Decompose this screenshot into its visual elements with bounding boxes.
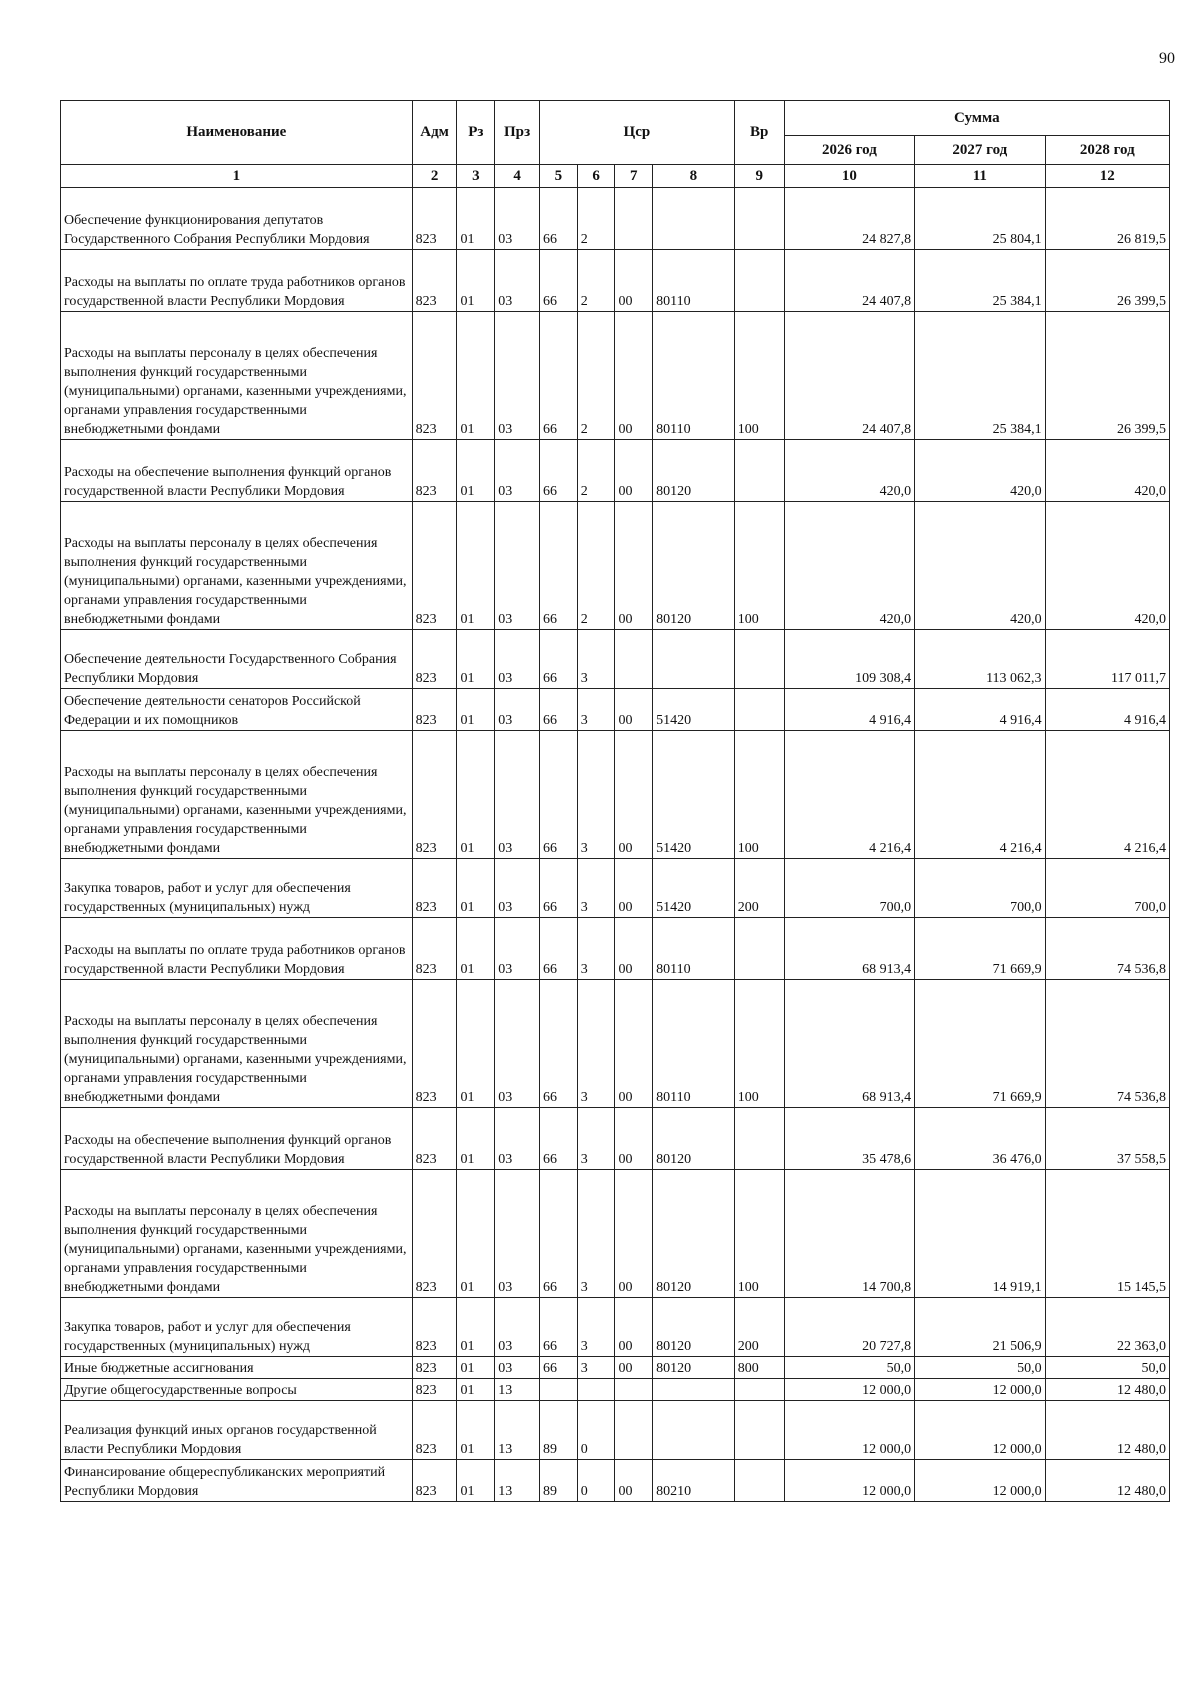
table-cell-2027: 21 506,9 bbox=[915, 1298, 1045, 1357]
table-cell-vr bbox=[734, 440, 784, 502]
table-cell-prz: 03 bbox=[495, 859, 540, 918]
table-cell-2026: 4 916,4 bbox=[784, 689, 914, 731]
table-cell-csr-group: 00 bbox=[615, 440, 653, 502]
table-cell-csr-program: 66 bbox=[540, 440, 578, 502]
table-row bbox=[61, 980, 1170, 1108]
table-cell-name: Расходы на выплаты персоналу в целях обеспечения выполнения функций государственными (муниципальными) органами, казенными учреждениями, органами управления государственными внебюджетными фондами bbox=[61, 312, 413, 440]
table-cell-csr-subprogram: 3 bbox=[577, 859, 615, 918]
table-cell-adm: 823 bbox=[412, 731, 457, 859]
table-cell-2026: 24 407,8 bbox=[784, 250, 914, 312]
table-cell-csr-subprogram: 2 bbox=[577, 440, 615, 502]
table-cell-2027: 14 919,1 bbox=[915, 1170, 1045, 1298]
table-cell-rz: 01 bbox=[457, 1379, 495, 1401]
column-number: 3 bbox=[457, 165, 495, 188]
table-cell-adm: 823 bbox=[412, 1379, 457, 1401]
page-number: 90 bbox=[1159, 50, 1175, 67]
table-cell-name: Расходы на выплаты по оплате труда работников органов государственной власти Республики Мордовия bbox=[61, 250, 413, 312]
table-cell-csr-group: 00 bbox=[615, 731, 653, 859]
table-cell-csr-direction: 80120 bbox=[653, 502, 735, 630]
table-cell-name: Расходы на выплаты персоналу в целях обеспечения выполнения функций государственными (муниципальными) органами, казенными учреждениями, органами управления государственными внебюджетными фондами bbox=[61, 980, 413, 1108]
table-cell-csr-group: 00 bbox=[615, 1460, 653, 1502]
table-cell-csr-program: 66 bbox=[540, 630, 578, 689]
table-cell-2027: 71 669,9 bbox=[915, 918, 1045, 980]
table-cell-adm: 823 bbox=[412, 1460, 457, 1502]
table-cell-prz: 03 bbox=[495, 630, 540, 689]
table-cell-rz: 01 bbox=[457, 312, 495, 440]
table-cell-rz: 01 bbox=[457, 188, 495, 250]
column-number: 9 bbox=[734, 165, 784, 188]
table-cell-2026: 109 308,4 bbox=[784, 630, 914, 689]
header-year-2026: 2026 год bbox=[784, 136, 914, 165]
table-cell-prz: 03 bbox=[495, 918, 540, 980]
table-cell-adm: 823 bbox=[412, 689, 457, 731]
table-cell-csr-direction: 80120 bbox=[653, 440, 735, 502]
table-cell-csr-group bbox=[615, 1379, 653, 1401]
table-cell-csr-direction bbox=[653, 1401, 735, 1460]
table-cell-csr-program: 66 bbox=[540, 312, 578, 440]
table-cell-2027: 71 669,9 bbox=[915, 980, 1045, 1108]
table-cell-csr-group: 00 bbox=[615, 918, 653, 980]
table-cell-csr-group: 00 bbox=[615, 312, 653, 440]
table-cell-csr-direction: 80120 bbox=[653, 1170, 735, 1298]
table-cell-rz: 01 bbox=[457, 731, 495, 859]
table-cell-adm: 823 bbox=[412, 918, 457, 980]
table-body bbox=[61, 188, 1170, 1502]
table-cell-adm: 823 bbox=[412, 502, 457, 630]
table-cell-2026: 420,0 bbox=[784, 502, 914, 630]
table-cell-2027: 12 000,0 bbox=[915, 1460, 1045, 1502]
table-cell-2028: 117 011,7 bbox=[1045, 630, 1169, 689]
table-cell-2027: 25 804,1 bbox=[915, 188, 1045, 250]
table-cell-2026: 12 000,0 bbox=[784, 1401, 914, 1460]
table-cell-prz: 03 bbox=[495, 1108, 540, 1170]
table-cell-2028: 26 399,5 bbox=[1045, 250, 1169, 312]
table-cell-adm: 823 bbox=[412, 1170, 457, 1298]
table-cell-2027: 420,0 bbox=[915, 502, 1045, 630]
table-cell-prz: 03 bbox=[495, 689, 540, 731]
table-cell-2026: 420,0 bbox=[784, 440, 914, 502]
table-row bbox=[61, 1401, 1170, 1460]
table-cell-2026: 700,0 bbox=[784, 859, 914, 918]
table-cell-name: Обеспечение деятельности Государственного Собрания Республики Мордовия bbox=[61, 630, 413, 689]
table-cell-adm: 823 bbox=[412, 1357, 457, 1379]
table-row bbox=[61, 1108, 1170, 1170]
table-cell-2026: 68 913,4 bbox=[784, 918, 914, 980]
table-cell-vr: 800 bbox=[734, 1357, 784, 1379]
table-cell-vr bbox=[734, 188, 784, 250]
table-cell-rz: 01 bbox=[457, 918, 495, 980]
header-name: Наименование bbox=[61, 101, 413, 165]
table-cell-csr-direction: 80110 bbox=[653, 918, 735, 980]
header-adm: Адм bbox=[412, 101, 457, 165]
table-cell-csr-program: 66 bbox=[540, 1170, 578, 1298]
table-cell-csr-direction: 80120 bbox=[653, 1357, 735, 1379]
table-cell-csr-direction: 80110 bbox=[653, 250, 735, 312]
table-cell-2026: 24 407,8 bbox=[784, 312, 914, 440]
column-number: 7 bbox=[615, 165, 653, 188]
table-cell-2028: 420,0 bbox=[1045, 502, 1169, 630]
table-cell-csr-subprogram: 2 bbox=[577, 312, 615, 440]
table-cell-prz: 03 bbox=[495, 731, 540, 859]
table-cell-adm: 823 bbox=[412, 312, 457, 440]
table-cell-adm: 823 bbox=[412, 1401, 457, 1460]
table-cell-2028: 700,0 bbox=[1045, 859, 1169, 918]
table-row bbox=[61, 1379, 1170, 1401]
table-cell-2027: 4 916,4 bbox=[915, 689, 1045, 731]
table-cell-csr-subprogram: 3 bbox=[577, 1170, 615, 1298]
table-cell-2026: 24 827,8 bbox=[784, 188, 914, 250]
table-cell-adm: 823 bbox=[412, 859, 457, 918]
table-cell-csr-subprogram: 2 bbox=[577, 502, 615, 630]
header-year-2027: 2027 год bbox=[915, 136, 1045, 165]
table-cell-csr-subprogram: 3 bbox=[577, 689, 615, 731]
table-cell-csr-direction bbox=[653, 630, 735, 689]
table-cell-vr bbox=[734, 1379, 784, 1401]
table-cell-csr-direction: 80120 bbox=[653, 1108, 735, 1170]
table-cell-rz: 01 bbox=[457, 1357, 495, 1379]
table-header bbox=[61, 101, 1170, 188]
column-number: 11 bbox=[915, 165, 1045, 188]
table-cell-vr bbox=[734, 250, 784, 312]
table-cell-csr-direction: 80110 bbox=[653, 980, 735, 1108]
column-number: 1 bbox=[61, 165, 413, 188]
table-cell-2027: 12 000,0 bbox=[915, 1379, 1045, 1401]
table-cell-rz: 01 bbox=[457, 1170, 495, 1298]
table-cell-rz: 01 bbox=[457, 440, 495, 502]
table-cell-csr-group: 00 bbox=[615, 250, 653, 312]
table-cell-prz: 03 bbox=[495, 980, 540, 1108]
table-cell-csr-direction bbox=[653, 1379, 735, 1401]
table-cell-vr bbox=[734, 1401, 784, 1460]
table-cell-vr: 100 bbox=[734, 731, 784, 859]
table-cell-vr: 100 bbox=[734, 1170, 784, 1298]
table-cell-csr-direction: 51420 bbox=[653, 689, 735, 731]
table-cell-csr-group: 00 bbox=[615, 502, 653, 630]
table-cell-csr-program: 66 bbox=[540, 918, 578, 980]
table-cell-name: Расходы на обеспечение выполнения функций органов государственной власти Республики Мордовия bbox=[61, 440, 413, 502]
table-cell-csr-subprogram: 3 bbox=[577, 980, 615, 1108]
table-cell-2026: 50,0 bbox=[784, 1357, 914, 1379]
table-cell-csr-program bbox=[540, 1379, 578, 1401]
table-row bbox=[61, 1357, 1170, 1379]
table-cell-adm: 823 bbox=[412, 250, 457, 312]
table-row bbox=[61, 630, 1170, 689]
table-cell-name: Расходы на выплаты персоналу в целях обеспечения выполнения функций государственными (муниципальными) органами, казенными учреждениями, органами управления государственными внебюджетными фондами bbox=[61, 731, 413, 859]
table-cell-csr-direction: 51420 bbox=[653, 731, 735, 859]
table-cell-csr-program: 66 bbox=[540, 859, 578, 918]
table-cell-2026: 35 478,6 bbox=[784, 1108, 914, 1170]
table-cell-2028: 15 145,5 bbox=[1045, 1170, 1169, 1298]
column-number: 4 bbox=[495, 165, 540, 188]
table-cell-vr bbox=[734, 630, 784, 689]
table-cell-rz: 01 bbox=[457, 859, 495, 918]
table-cell-2028: 50,0 bbox=[1045, 1357, 1169, 1379]
table-cell-2027: 420,0 bbox=[915, 440, 1045, 502]
table-cell-2027: 700,0 bbox=[915, 859, 1045, 918]
table-cell-prz: 03 bbox=[495, 1170, 540, 1298]
table-cell-prz: 03 bbox=[495, 1298, 540, 1357]
table-cell-rz: 01 bbox=[457, 1401, 495, 1460]
table-cell-name: Другие общегосударственные вопросы bbox=[61, 1379, 413, 1401]
table-cell-adm: 823 bbox=[412, 440, 457, 502]
table-cell-csr-subprogram: 3 bbox=[577, 1298, 615, 1357]
table-cell-csr-group: 00 bbox=[615, 1298, 653, 1357]
table-cell-name: Расходы на обеспечение выполнения функций органов государственной власти Республики Мордовия bbox=[61, 1108, 413, 1170]
table-cell-2028: 74 536,8 bbox=[1045, 980, 1169, 1108]
table-cell-csr-group: 00 bbox=[615, 859, 653, 918]
header-csr: Цср bbox=[540, 101, 735, 165]
table-row bbox=[61, 250, 1170, 312]
table-cell-2027: 50,0 bbox=[915, 1357, 1045, 1379]
table-cell-name: Расходы на выплаты персоналу в целях обеспечения выполнения функций государственными (муниципальными) органами, казенными учреждениями, органами управления государственными внебюджетными фондами bbox=[61, 1170, 413, 1298]
table-cell-csr-subprogram: 2 bbox=[577, 188, 615, 250]
table-cell-csr-direction: 80110 bbox=[653, 312, 735, 440]
header-year-2028: 2028 год bbox=[1045, 136, 1169, 165]
table-cell-csr-group: 00 bbox=[615, 689, 653, 731]
table-cell-vr: 200 bbox=[734, 859, 784, 918]
column-number: 2 bbox=[412, 165, 457, 188]
table-cell-csr-program: 66 bbox=[540, 188, 578, 250]
table-cell-csr-program: 66 bbox=[540, 502, 578, 630]
table-cell-csr-group bbox=[615, 1401, 653, 1460]
table-cell-csr-direction bbox=[653, 188, 735, 250]
table-cell-vr bbox=[734, 1108, 784, 1170]
table-cell-csr-subprogram: 3 bbox=[577, 1108, 615, 1170]
table-cell-rz: 01 bbox=[457, 689, 495, 731]
table-cell-vr bbox=[734, 1460, 784, 1502]
table-cell-csr-subprogram: 0 bbox=[577, 1460, 615, 1502]
table-cell-csr-program: 66 bbox=[540, 689, 578, 731]
table-cell-prz: 13 bbox=[495, 1460, 540, 1502]
column-number: 6 bbox=[577, 165, 615, 188]
table-cell-vr: 200 bbox=[734, 1298, 784, 1357]
table-cell-2027: 25 384,1 bbox=[915, 312, 1045, 440]
table-cell-csr-subprogram: 0 bbox=[577, 1401, 615, 1460]
table-cell-csr-program: 89 bbox=[540, 1401, 578, 1460]
table-cell-csr-group: 00 bbox=[615, 1170, 653, 1298]
table-cell-2027: 113 062,3 bbox=[915, 630, 1045, 689]
table-cell-vr bbox=[734, 918, 784, 980]
table-cell-rz: 01 bbox=[457, 502, 495, 630]
table-cell-2026: 20 727,8 bbox=[784, 1298, 914, 1357]
table-cell-name: Обеспечение деятельности сенаторов Российской Федерации и их помощников bbox=[61, 689, 413, 731]
table-cell-vr: 100 bbox=[734, 502, 784, 630]
table-cell-2028: 74 536,8 bbox=[1045, 918, 1169, 980]
table-cell-2026: 12 000,0 bbox=[784, 1460, 914, 1502]
table-cell-prz: 03 bbox=[495, 502, 540, 630]
table-cell-2027: 4 216,4 bbox=[915, 731, 1045, 859]
table-cell-name: Закупка товаров, работ и услуг для обеспечения государственных (муниципальных) нужд bbox=[61, 1298, 413, 1357]
header-prz: Прз bbox=[495, 101, 540, 165]
table-cell-csr-group bbox=[615, 188, 653, 250]
table-cell-2028: 4 916,4 bbox=[1045, 689, 1169, 731]
table-cell-csr-group: 00 bbox=[615, 1108, 653, 1170]
table-cell-csr-direction: 80120 bbox=[653, 1298, 735, 1357]
table-cell-csr-subprogram: 3 bbox=[577, 630, 615, 689]
table-cell-rz: 01 bbox=[457, 250, 495, 312]
table-cell-rz: 01 bbox=[457, 1460, 495, 1502]
table-cell-2027: 12 000,0 bbox=[915, 1401, 1045, 1460]
table-cell-csr-program: 89 bbox=[540, 1460, 578, 1502]
table-cell-prz: 13 bbox=[495, 1401, 540, 1460]
table-cell-csr-subprogram: 3 bbox=[577, 1357, 615, 1379]
table-cell-2028: 37 558,5 bbox=[1045, 1108, 1169, 1170]
table-cell-2027: 25 384,1 bbox=[915, 250, 1045, 312]
table-cell-2027: 36 476,0 bbox=[915, 1108, 1045, 1170]
table-cell-adm: 823 bbox=[412, 1298, 457, 1357]
table-cell-adm: 823 bbox=[412, 1108, 457, 1170]
column-number: 10 bbox=[784, 165, 914, 188]
table-cell-csr-subprogram bbox=[577, 1379, 615, 1401]
table-cell-csr-group: 00 bbox=[615, 1357, 653, 1379]
table-cell-name: Реализация функций иных органов государственной власти Республики Мордовия bbox=[61, 1401, 413, 1460]
table-cell-prz: 03 bbox=[495, 440, 540, 502]
table-cell-2028: 12 480,0 bbox=[1045, 1401, 1169, 1460]
table-cell-prz: 03 bbox=[495, 250, 540, 312]
table-row bbox=[61, 1460, 1170, 1502]
table-row bbox=[61, 689, 1170, 731]
table-cell-prz: 03 bbox=[495, 1357, 540, 1379]
table-cell-2028: 4 216,4 bbox=[1045, 731, 1169, 859]
table-cell-csr-group: 00 bbox=[615, 980, 653, 1108]
table-cell-rz: 01 bbox=[457, 1298, 495, 1357]
table-cell-csr-program: 66 bbox=[540, 980, 578, 1108]
table-cell-2026: 12 000,0 bbox=[784, 1379, 914, 1401]
table-cell-2026: 68 913,4 bbox=[784, 980, 914, 1108]
table-cell-2028: 22 363,0 bbox=[1045, 1298, 1169, 1357]
table-cell-2028: 420,0 bbox=[1045, 440, 1169, 502]
table-cell-csr-subprogram: 3 bbox=[577, 918, 615, 980]
table-cell-2026: 4 216,4 bbox=[784, 731, 914, 859]
table-row bbox=[61, 312, 1170, 440]
table-cell-2028: 12 480,0 bbox=[1045, 1460, 1169, 1502]
header-rz: Рз bbox=[457, 101, 495, 165]
column-number-row bbox=[61, 165, 1170, 188]
table-cell-adm: 823 bbox=[412, 980, 457, 1108]
table-row bbox=[61, 440, 1170, 502]
table-cell-name: Расходы на выплаты персоналу в целях обеспечения выполнения функций государственными (муниципальными) органами, казенными учреждениями, органами управления государственными внебюджетными фондами bbox=[61, 502, 413, 630]
table-cell-2028: 12 480,0 bbox=[1045, 1379, 1169, 1401]
table-cell-adm: 823 bbox=[412, 188, 457, 250]
table-cell-prz: 13 bbox=[495, 1379, 540, 1401]
table-cell-csr-program: 66 bbox=[540, 1357, 578, 1379]
table-cell-csr-group bbox=[615, 630, 653, 689]
table-cell-csr-subprogram: 3 bbox=[577, 731, 615, 859]
table-cell-name: Закупка товаров, работ и услуг для обеспечения государственных (муниципальных) нужд bbox=[61, 859, 413, 918]
table-cell-csr-direction: 51420 bbox=[653, 859, 735, 918]
table-cell-rz: 01 bbox=[457, 980, 495, 1108]
table-cell-csr-program: 66 bbox=[540, 1108, 578, 1170]
table-row bbox=[61, 1298, 1170, 1357]
table-cell-vr: 100 bbox=[734, 980, 784, 1108]
table-cell-name: Иные бюджетные ассигнования bbox=[61, 1357, 413, 1379]
table-cell-name: Финансирование общереспубликанских мероприятий Республики Мордовия bbox=[61, 1460, 413, 1502]
table-cell-name: Обеспечение функционирования депутатов Государственного Собрания Республики Мордовия bbox=[61, 188, 413, 250]
table-row bbox=[61, 731, 1170, 859]
table-cell-name: Расходы на выплаты по оплате труда работников органов государственной власти Республики Мордовия bbox=[61, 918, 413, 980]
header-sum: Сумма bbox=[784, 101, 1169, 136]
table-cell-rz: 01 bbox=[457, 1108, 495, 1170]
table-cell-prz: 03 bbox=[495, 312, 540, 440]
table-cell-csr-program: 66 bbox=[540, 731, 578, 859]
table-row bbox=[61, 502, 1170, 630]
table-row bbox=[61, 859, 1170, 918]
table-cell-2028: 26 399,5 bbox=[1045, 312, 1169, 440]
table-cell-vr bbox=[734, 689, 784, 731]
table-row bbox=[61, 188, 1170, 250]
header-vr: Вр bbox=[734, 101, 784, 165]
column-number: 12 bbox=[1045, 165, 1169, 188]
table-cell-2026: 14 700,8 bbox=[784, 1170, 914, 1298]
column-number: 8 bbox=[653, 165, 735, 188]
table-row bbox=[61, 1170, 1170, 1298]
table-cell-csr-program: 66 bbox=[540, 250, 578, 312]
table-row bbox=[61, 918, 1170, 980]
table-cell-csr-subprogram: 2 bbox=[577, 250, 615, 312]
table-cell-rz: 01 bbox=[457, 630, 495, 689]
table-cell-csr-direction: 80210 bbox=[653, 1460, 735, 1502]
table-cell-adm: 823 bbox=[412, 630, 457, 689]
table-cell-vr: 100 bbox=[734, 312, 784, 440]
column-number: 5 bbox=[540, 165, 578, 188]
table-cell-2028: 26 819,5 bbox=[1045, 188, 1169, 250]
table-cell-csr-program: 66 bbox=[540, 1298, 578, 1357]
table-cell-prz: 03 bbox=[495, 188, 540, 250]
budget-table bbox=[60, 100, 1170, 1502]
